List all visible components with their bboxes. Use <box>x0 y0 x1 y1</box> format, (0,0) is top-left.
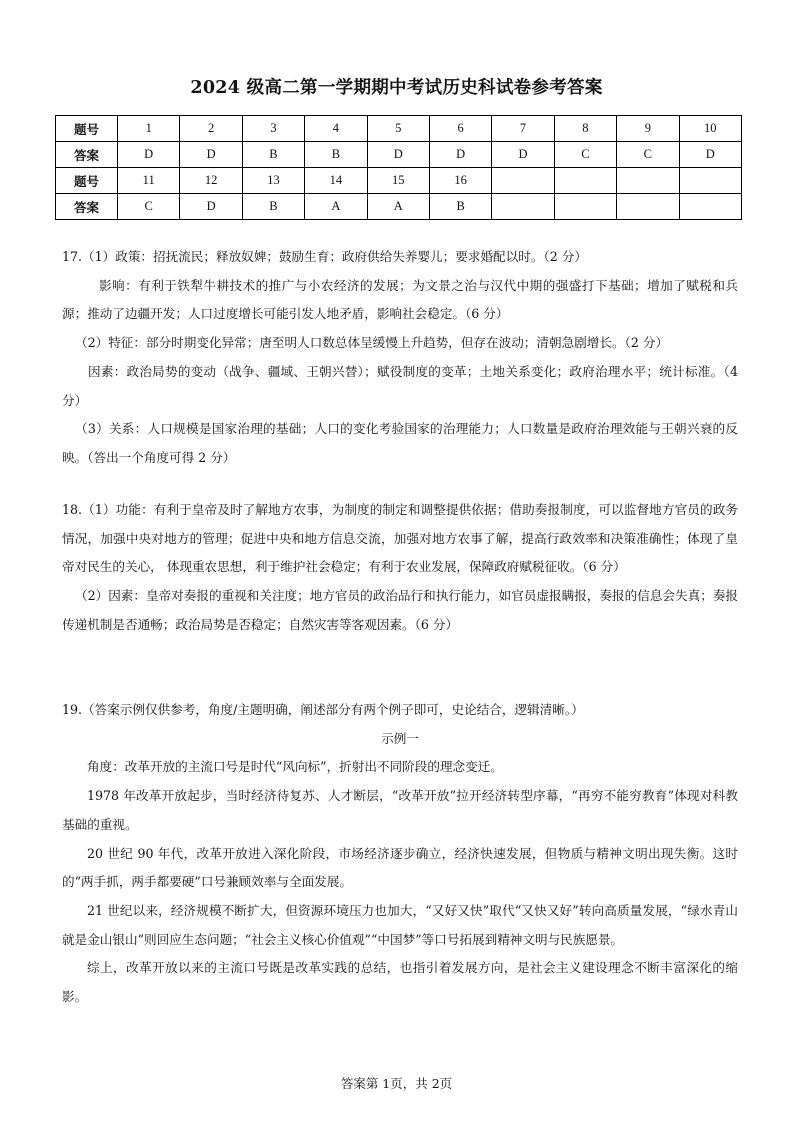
answer-cell: B <box>305 142 367 168</box>
question-number-cell: 16 <box>429 168 491 194</box>
answer-table <box>55 115 742 220</box>
answer-cell: A <box>305 194 367 220</box>
table-header-cell: 答案 <box>56 194 118 220</box>
table-header-cell: 题号 <box>56 168 118 194</box>
answer-cell: D <box>180 194 242 220</box>
question-number-cell: 14 <box>305 168 367 194</box>
answer-cell: A <box>367 194 429 220</box>
question-number-cell: 13 <box>242 168 304 194</box>
empty-cell <box>617 168 679 194</box>
q17-part3: （3）关系：人口规模是国家治理的基础；人口的变化考验国家的治理能力；人口数量是政府治理效能与王朝兴衰的反映。（答出一个角度可得 2 分） <box>62 421 738 465</box>
empty-cell <box>492 194 554 220</box>
question-number-cell: 10 <box>679 116 741 142</box>
answer-cell: B <box>242 142 304 168</box>
answer-cell: D <box>180 142 242 168</box>
answer-cell: D <box>429 142 491 168</box>
q17-part2: （2）特征：部分时期变化异常；唐至明人口数总体呈缓慢上升趋势，但存在波动；清朝急剧增长。（2 分） <box>75 335 669 351</box>
empty-cell <box>554 168 616 194</box>
q17-part2-factors: 因素：政治局势的变动（战争、疆域、王朝兴替）；赋役制度的变革；土地关系变化；政府治理水平；统计标准。（4 分） <box>62 363 738 408</box>
empty-cell <box>617 194 679 220</box>
question-number-cell: 6 <box>429 116 491 142</box>
question-number-cell: 8 <box>554 116 616 142</box>
q18-part1: 18.（1）功能：有利于皇帝及时了解地方农事，为制度的制定和调整提供依据；借助奏报制度，可以监督地方官员的政务情况，加强中央对地方的管理；促进中央和地方信息交流，加强对地方农事了解，提高行政效率和决策准确性；体现了皇帝对民生的关心， 体现重农思想，利于维护社会稳定；有利于农业发展，保障政府赋税征收。（6 分） <box>62 502 738 575</box>
page-footer: 答案第 1页，共 2页 <box>340 1076 453 1091</box>
question-19-answer <box>62 696 738 1012</box>
table-row <box>56 194 742 220</box>
table-row <box>56 142 742 168</box>
question-number-cell: 7 <box>492 116 554 142</box>
empty-cell <box>679 194 741 220</box>
table-header-cell: 答案 <box>56 142 118 168</box>
answer-cell: D <box>367 142 429 168</box>
answer-cell: C <box>554 142 616 168</box>
q19-paragraph: 20 世纪 90 年代，改革开放进入深化阶段，市场经济逐步确立，经济快速发展，但物质与精神文明出现失衡。这时的“两手抓，两手都要硬”口号兼顾效率与全面发展。 <box>62 845 738 890</box>
table-header-cell: 题号 <box>56 116 118 142</box>
empty-cell <box>679 168 741 194</box>
answer-cell: C <box>118 194 180 220</box>
empty-cell <box>492 168 554 194</box>
question-number-cell: 2 <box>180 116 242 142</box>
question-number-cell: 4 <box>305 116 367 142</box>
answer-cell: D <box>492 142 554 168</box>
answer-cell: D <box>118 142 180 168</box>
answer-cell: B <box>429 194 491 220</box>
q17-part1: 17.（1）政策：招抚流民；释放奴婢；鼓励生育；政府供给失养婴儿；要求婚配以时。（2 分） <box>62 249 587 264</box>
answer-cell: C <box>617 142 679 168</box>
answer-cell: B <box>242 194 304 220</box>
q18-part2: （2）因素：皇帝对奏报的重视和关注度；地方官员的政治品行和执行能力，如官员虚报瞒报，奏报的信息会失真；奏报传递机制是否通畅；政治局势是否稳定；自然灾害等客观因素。（6 分） <box>62 588 738 632</box>
q19-paragraph: 21 世纪以来，经济规模不断扩大，但资源环境压力也加大，“又好又快”取代“又快又好”转向高质量发展，“绿水青山就是金山银山”则回应生态问题；“社会主义核心价值观”“中国梦”等口号拓展到精神文明与民族愿景。 <box>62 902 738 947</box>
q19-paragraph: 1978 年改革开放起步，当时经济待复苏、人才断层，“改革开放”拉开经济转型序幕，“再穷不能穷教育”体现对科教基础的重视。 <box>62 788 738 832</box>
q19-angle: 角度：改革开放的主流口号是时代“风向标”，折射出不同阶段的理念变迁。 <box>87 759 503 775</box>
question-number-cell: 11 <box>118 168 180 194</box>
table-row <box>56 168 742 194</box>
q19-conclusion: 综上，改革开放以来的主流口号既是改革实践的总结，也指引着发展方向，是社会主义建设理念不断丰富深化的缩影。 <box>62 960 738 1005</box>
q17-part1-impact: 影响：有利于铁犁牛耕技术的推广与小农经济的发展；为文景之治与汉代中期的强盛打下基础；增加了赋税和兵源；推动了边疆开发；人口过度增长可能引发人地矛盾，影响社会稳定。（6 分） <box>62 277 738 322</box>
question-17-answer <box>62 243 738 473</box>
page-title: 2024 级高二第一学期期中考试历史科试卷参考答案 <box>190 78 603 98</box>
question-number-cell: 15 <box>367 168 429 194</box>
question-number-cell: 12 <box>180 168 242 194</box>
question-number-cell: 5 <box>367 116 429 142</box>
q19-intro: 19.（答案示例仅供参考，角度/主题明确，阐述部分有两个例子即可，史论结合，逻辑清晰。） <box>62 702 584 717</box>
question-number-cell: 1 <box>118 116 180 142</box>
example-heading: 示例一 <box>381 730 419 746</box>
answer-cell: D <box>679 142 741 168</box>
question-number-cell: 3 <box>242 116 304 142</box>
question-number-cell: 9 <box>617 116 679 142</box>
empty-cell <box>554 194 616 220</box>
question-18-answer <box>62 496 738 640</box>
table-row <box>56 116 742 142</box>
